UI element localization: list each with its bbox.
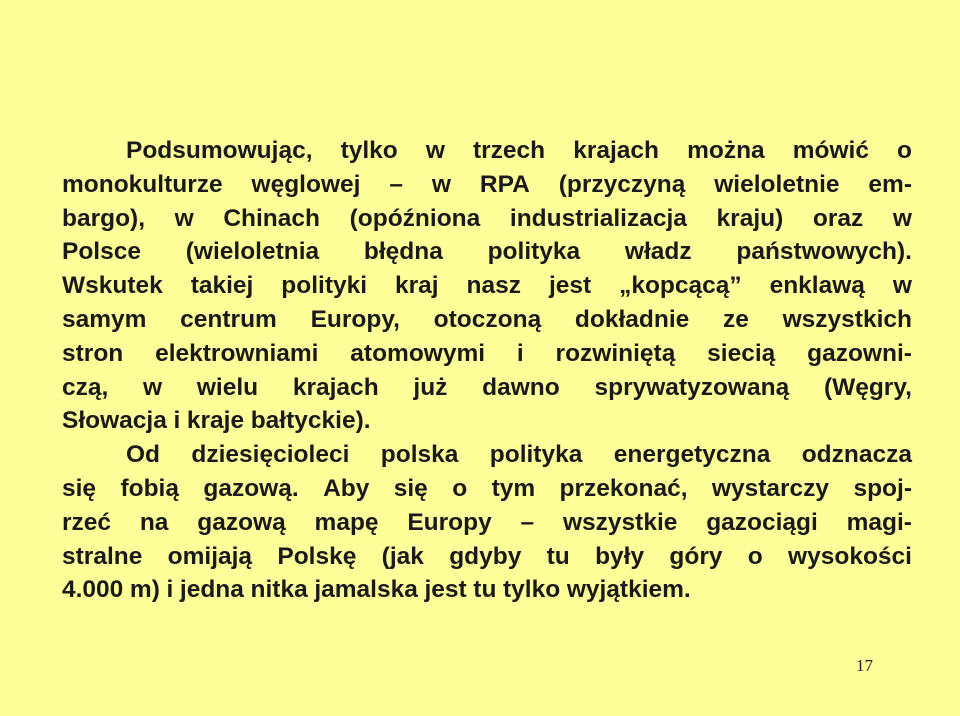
paragraph-line: 4.000 m) i jedna nitka jamalska jest tu tylko wyjątkiem. <box>62 576 691 604</box>
paragraph-line: Polsce (wieloletnia błędna polityka władz państwowych). <box>62 238 912 266</box>
paragraph-1 <box>62 134 912 438</box>
paragraph-line: stralne omijają Polskę (jak gdyby tu były góry o wysokości <box>62 542 912 570</box>
paragraph-2 <box>62 438 912 607</box>
paragraph-line: monokulturze węglowej – w RPA (przyczyną wieloletnie em- <box>62 170 912 198</box>
paragraph-line: Słowacja i kraje bałtyckie). <box>62 407 371 435</box>
paragraph-line: rzeć na gazową mapę Europy – wszystkie gazociągi magi- <box>62 508 912 536</box>
paragraph-line: Podsumowując, tylko w trzech krajach można mówić o <box>126 137 912 164</box>
page-number: 17 <box>856 656 873 675</box>
paragraph-line: samym centrum Europy, otoczoną dokładnie ze wszystkich <box>62 305 912 333</box>
paragraph-line: bargo), w Chinach (opóźniona industrializacja kraju) oraz w <box>62 204 912 232</box>
slide-body <box>62 134 912 607</box>
paragraph-line: czą, w wielu krajach już dawno sprywatyzowaną (Węgry, <box>62 373 912 401</box>
paragraph-line: stron elektrowniami atomowymi i rozwiniętą siecią gazowni- <box>62 339 912 367</box>
paragraph-line: Od dziesięcioleci polska polityka energetyczna odznacza <box>126 441 912 469</box>
paragraph-line: się fobią gazową. Aby się o tym przekonać, wystarczy spoj- <box>62 474 912 502</box>
paragraph-line: Wskutek takiej polityki kraj nasz jest „kopcącą” enklawą w <box>62 272 912 300</box>
